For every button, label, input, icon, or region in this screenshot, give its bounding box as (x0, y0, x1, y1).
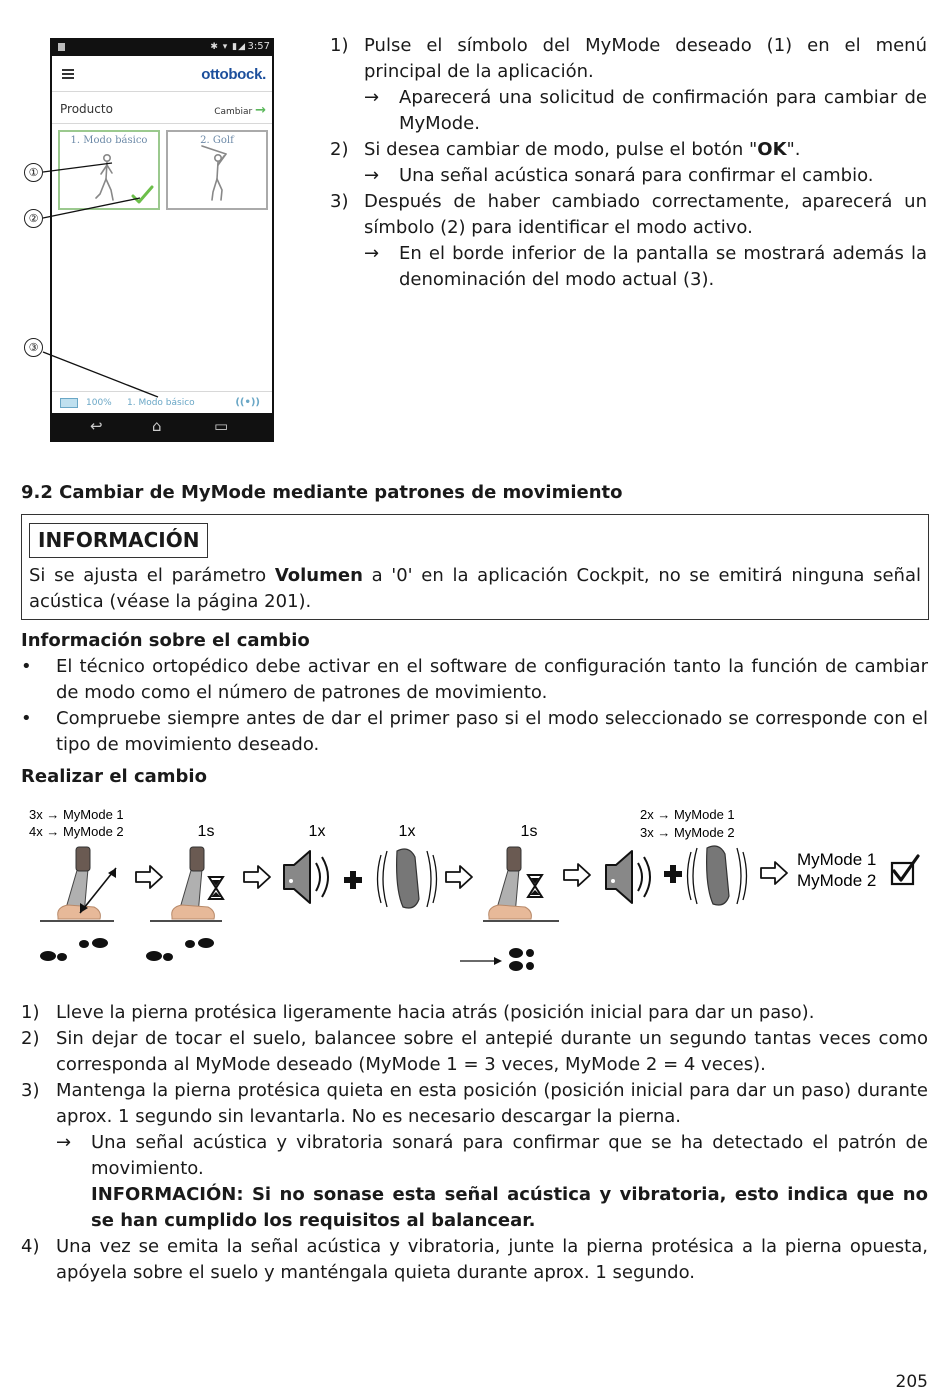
plus-icon (344, 871, 362, 889)
signal-rule-1: 2x → MyMode 1 (640, 807, 735, 822)
result-arrow-icon: → (364, 165, 380, 186)
footprints-icon (40, 938, 108, 961)
next-step-arrow-icon (564, 864, 590, 886)
next-step-arrow-icon (244, 866, 270, 888)
change-info-heading: Información sobre el cambio (21, 630, 310, 651)
vibration-icon (688, 846, 747, 905)
step-text: Pulse el símbolo del MyMode deseado (1) en el menú principal de la aplicación. (364, 35, 927, 82)
step-number: 2) (21, 1028, 40, 1049)
mode-card-label: 1. Modo básico (70, 135, 148, 146)
next-step-arrow-icon (446, 866, 472, 888)
plus-icon (664, 865, 682, 883)
swing-rule-2: 4x → MyMode 2 (29, 824, 124, 839)
callout-2: ② (24, 209, 43, 228)
step-number: 2) (330, 139, 349, 160)
step-text: Sin dejar de tocar el suelo, balancee sobre el antepié durante un segundo tantas veces como corresponda al MyMode deseado (MyMode 1 = 3 veces, MyMode 2 = 4 veces). (56, 1028, 928, 1075)
step-result (56, 1130, 928, 1182)
volume-keyword: Volumen (274, 565, 363, 586)
step-number: 1) (330, 35, 349, 56)
note-text: INFORMACIÓN: Si no sonase esta señal acústica y vibratoria, esto indica que no se han cumplido los requisitos al balancear. (91, 1184, 928, 1231)
speaker-icon (606, 851, 650, 903)
back-icon[interactable]: ↩ (90, 417, 103, 435)
status-time: 3:57 (247, 41, 270, 52)
perform-heading: Realizar el cambio (21, 766, 207, 787)
recent-apps-icon[interactable]: ▭ (214, 417, 229, 435)
next-step-arrow-icon (136, 866, 162, 888)
info-label: INFORMACIÓN (29, 523, 208, 558)
hourglass-icon (209, 877, 223, 899)
step-result (364, 241, 927, 293)
step-text: Si desea cambiar de modo, pulse el botón " (364, 139, 758, 160)
step-text: Lleve la pierna protésica ligeramente hacia atrás (posición inicial para dar un paso). (56, 1002, 815, 1023)
callout-3: ③ (24, 338, 43, 357)
bullet-text: Compruebe siempre antes de dar el primer paso si el modo seleccionado se corresponde con el tipo de movimiento deseado. (56, 708, 928, 755)
status-icons: ✱ ▾ ▮◢ (210, 42, 246, 52)
current-mode-label: 1. Modo básico (127, 398, 195, 408)
result-arrow-icon: → (364, 87, 380, 108)
result-text: Aparecerá una solicitud de confirmación para cambiar de MyMode. (399, 87, 927, 134)
result-text: En el borde inferior de la pantalla se mostrará además la denominación del modo actual (3). (399, 243, 927, 290)
info-text (29, 563, 921, 615)
step-text: ". (786, 139, 801, 160)
bullet-text: El técnico ortopédico debe activar en el software de configuración tanto la función de cambiar de modo como el número de patrones de movimiento. (56, 656, 928, 703)
section-title: 9.2 Cambiar de MyMode mediante patrones de movimiento (21, 482, 623, 503)
result-mode-1: MyMode 1 (797, 850, 877, 869)
battery-percent: 100% (86, 398, 112, 408)
vibration-icon (378, 849, 437, 908)
change-info-bullets (21, 654, 928, 758)
list-item (21, 1000, 928, 1026)
list-item (330, 33, 927, 85)
result-mode-2: MyMode 2 (797, 871, 877, 890)
info-box (21, 514, 929, 620)
home-icon[interactable]: ⌂ (152, 417, 162, 435)
brand-logo: ottobock. (201, 66, 266, 83)
callout-1: ① (24, 163, 43, 182)
signal-rule-2: 3x → MyMode 2 (640, 825, 735, 840)
page-number: 205 (895, 1372, 928, 1392)
step-number: 3) (330, 191, 349, 212)
result-arrow-icon: → (364, 243, 380, 264)
step-note (56, 1182, 928, 1234)
step-number: 4) (21, 1236, 40, 1257)
movement-pattern-diagram (20, 800, 930, 980)
step-number: 3) (21, 1080, 40, 1101)
result-arrow-icon: → (56, 1132, 72, 1153)
next-step-arrow-icon (761, 862, 787, 884)
product-label: Producto (60, 102, 113, 116)
count-label-2: 1x (398, 823, 416, 840)
step-text: Después de haber cambiado correctamente, aparecerá un símbolo (2) para identificar el modo activo. (364, 191, 927, 238)
hourglass-icon (528, 875, 542, 897)
prosthetic-foot-icon (172, 847, 215, 919)
list-item (21, 706, 928, 758)
prosthetic-foot-icon (58, 847, 101, 919)
list-item (21, 1234, 928, 1286)
callout-lines (0, 0, 280, 420)
result-text: Una señal acústica y vibratoria sonará para confirmar que se ha detectado el patrón de movimiento. (91, 1132, 928, 1179)
arrow-right-icon: → (255, 103, 266, 118)
count-label-1: 1x (308, 823, 326, 840)
step-result (364, 163, 927, 189)
mode-card-label: 2. Golf (200, 135, 234, 146)
step-text: Una vez se emita la señal acústica y vibratoria, junte la pierna protésica a la pierna opuesta, apóyela sobre el suelo y manténgala quieta durante aprox. 1 segundo. (56, 1236, 928, 1283)
list-item (21, 1026, 928, 1078)
prosthetic-foot-icon (489, 847, 532, 919)
speaker-icon (284, 851, 328, 903)
bullet-icon: • (21, 708, 32, 729)
bullet-icon: • (21, 656, 32, 677)
connection-icon: ((•)) (235, 397, 260, 408)
step-result (364, 85, 927, 137)
swing-rule-1: 3x → MyMode 1 (29, 807, 124, 822)
list-item (330, 189, 927, 241)
duration-label-2: 1s (520, 823, 538, 840)
step-text: Mantenga la pierna protésica quieta en esta posición (posición inicial para dar un paso) durante aprox. 1 segundo sin levantarla. No es necesario descargar la pierna. (56, 1080, 928, 1127)
confirmed-checkbox-icon (892, 856, 918, 884)
duration-label-1: 1s (197, 823, 215, 840)
footprints-icon (146, 938, 214, 961)
ok-keyword: OK (757, 139, 787, 160)
steps-bottom-list (21, 1000, 928, 1286)
list-item (21, 654, 928, 706)
info-text-part: Si se ajusta el parámetro (29, 565, 275, 586)
change-label: Cambiar (214, 107, 253, 117)
list-item (21, 1078, 928, 1130)
info-text-part: a '0' en la aplicación Cockpit, no se emitirá ninguna señal acústica (véase la página 201). (29, 565, 921, 612)
result-text: Una señal acústica sonará para confirmar el cambio. (399, 165, 874, 186)
step-number: 1) (21, 1002, 40, 1023)
list-item (330, 137, 927, 163)
steps-top-list (330, 33, 927, 293)
